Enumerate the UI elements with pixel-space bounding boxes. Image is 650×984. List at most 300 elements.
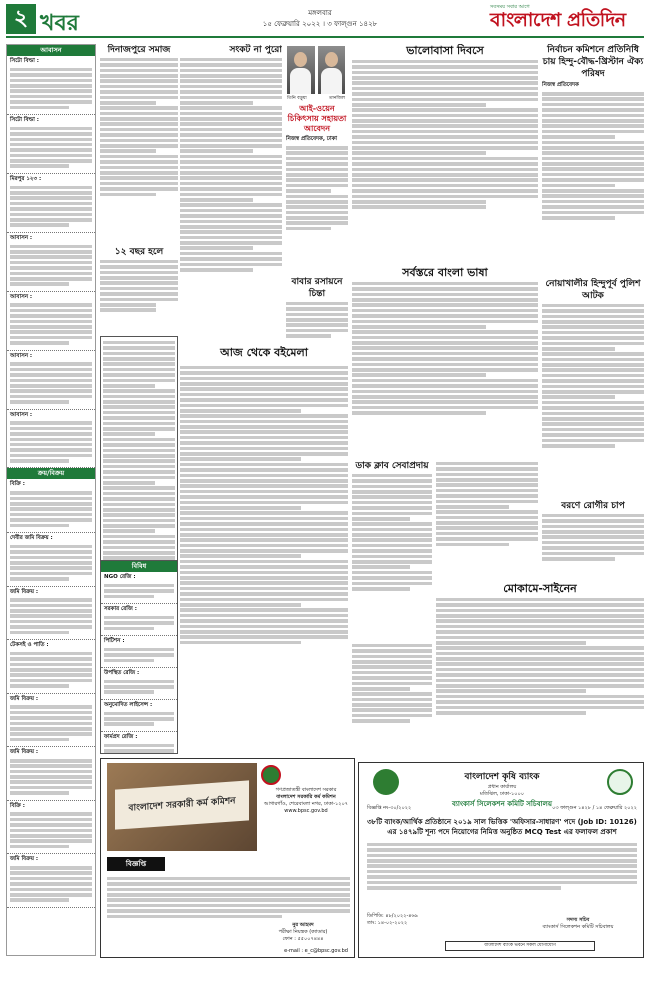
article-body	[436, 598, 644, 715]
text-line	[103, 346, 175, 350]
article-body	[352, 60, 538, 209]
bkb-signatory	[523, 917, 633, 931]
text-line	[103, 384, 155, 388]
text-line	[180, 592, 348, 596]
text-line	[352, 522, 432, 526]
text-line	[286, 307, 348, 311]
text-line	[180, 544, 348, 548]
text-line	[352, 703, 432, 707]
text-line	[10, 421, 92, 425]
text-line	[103, 341, 175, 345]
date-english: ১৪ ফেব্রুয়ারি ২০২২	[595, 805, 637, 811]
text-line	[352, 687, 410, 691]
text-line	[180, 96, 282, 100]
text-line	[542, 119, 644, 123]
classified-item	[7, 174, 95, 233]
text-line	[10, 164, 69, 168]
text-line	[352, 157, 538, 161]
text-line	[10, 68, 92, 72]
text-line	[436, 505, 509, 509]
page-number: ২	[6, 4, 36, 34]
text-line	[352, 406, 538, 410]
text-line	[286, 211, 348, 215]
text-line	[107, 915, 282, 919]
text-line	[352, 325, 486, 329]
text-line	[352, 490, 432, 494]
text-line	[286, 195, 348, 199]
text-line	[10, 705, 92, 709]
text-line	[180, 203, 282, 207]
text-line	[436, 500, 538, 504]
text-line	[180, 220, 282, 224]
text-line	[542, 439, 644, 443]
text-line	[180, 490, 348, 494]
reference-number: বিজ্ঞপ্তি নং-৩০/২০২২	[367, 805, 412, 811]
masthead	[0, 0, 650, 40]
text-line	[352, 582, 432, 586]
text-line	[10, 448, 92, 452]
text-line	[107, 882, 350, 886]
article-noakhali	[542, 278, 644, 498]
text-line	[367, 875, 637, 879]
text-line	[436, 478, 538, 482]
text-line	[10, 202, 92, 206]
text-line	[542, 379, 644, 383]
text-line	[180, 155, 282, 159]
text-line	[100, 166, 178, 170]
text-line	[286, 318, 348, 322]
logo-wordmark: বাংলাদেশ প্রতিদিন	[490, 9, 626, 31]
text-line	[10, 556, 92, 560]
patient-photo-left	[287, 46, 315, 94]
text-line	[352, 373, 486, 377]
text-line	[10, 497, 92, 501]
text-line	[104, 589, 174, 593]
text-line	[352, 655, 432, 659]
article-boimela-headline	[180, 346, 348, 362]
classifieds-list-housing	[7, 56, 95, 468]
text-line	[542, 178, 644, 182]
text-line	[180, 85, 282, 89]
text-line	[100, 292, 178, 296]
signatory-name: নুর আহমদ	[292, 922, 314, 928]
text-line	[180, 409, 301, 413]
article-body	[286, 302, 348, 338]
classified-item	[7, 801, 95, 855]
text-line	[104, 680, 174, 684]
text-line	[10, 207, 92, 211]
article-col5-extra	[352, 642, 432, 758]
text-line	[436, 494, 538, 498]
text-line	[352, 168, 538, 172]
text-line	[180, 549, 348, 553]
text-line	[180, 533, 348, 537]
text-line	[542, 194, 644, 198]
text-line	[103, 524, 175, 528]
classified-item	[7, 410, 95, 469]
text-line	[100, 281, 178, 285]
classified-item	[7, 479, 95, 533]
text-line	[180, 139, 282, 143]
text-line	[10, 491, 92, 495]
text-line	[10, 871, 92, 875]
text-line	[10, 79, 92, 83]
text-line	[436, 598, 644, 602]
text-line	[542, 103, 644, 107]
text-line	[10, 245, 92, 249]
classified-item	[101, 572, 177, 604]
text-line	[104, 722, 154, 726]
text-line	[10, 663, 92, 667]
classified-title: দেবীর জমি বিক্রয় :	[10, 534, 53, 541]
text-line	[542, 525, 644, 529]
text-line	[180, 635, 348, 639]
text-line	[286, 184, 348, 188]
text-line	[100, 63, 178, 67]
classified-title: জমি বিক্রয় :	[10, 749, 39, 756]
text-line	[352, 303, 538, 307]
text-line	[103, 481, 155, 485]
text-line	[352, 474, 432, 478]
classified-title: আবাসন :	[10, 293, 33, 300]
photo-caption-right: তানজিল	[328, 96, 345, 101]
text-line	[100, 122, 178, 126]
text-line	[542, 146, 644, 150]
signatory-title: সদস্য সচিব	[566, 917, 590, 923]
text-line	[103, 454, 175, 458]
classified-title: অনুমোদিত লাইসেন্স :	[104, 701, 153, 708]
text-line	[542, 519, 644, 523]
text-line	[542, 331, 644, 335]
text-line	[103, 400, 175, 404]
text-line	[352, 189, 538, 193]
text-line	[103, 352, 175, 356]
text-line	[352, 506, 432, 510]
text-line	[542, 368, 644, 372]
text-line	[10, 732, 92, 736]
article-boron	[542, 500, 644, 580]
text-line	[103, 422, 175, 426]
notice-label: বিজ্ঞপ্তি	[107, 857, 165, 871]
text-line	[542, 385, 644, 389]
classified-item	[101, 700, 177, 732]
government-emblem-icon	[261, 765, 281, 785]
text-line	[352, 205, 486, 209]
text-line	[10, 786, 92, 790]
text-line	[352, 517, 410, 521]
text-line	[100, 176, 178, 180]
text-line	[542, 541, 644, 545]
text-line	[436, 537, 538, 541]
text-line	[180, 608, 348, 612]
text-line	[286, 216, 348, 220]
text-line	[100, 128, 178, 132]
text-line	[352, 533, 432, 537]
text-line	[542, 92, 644, 96]
text-line	[542, 200, 644, 204]
text-line	[367, 870, 637, 874]
classified-item	[101, 636, 177, 668]
text-line	[542, 336, 644, 340]
text-line	[352, 544, 432, 548]
text-line	[286, 313, 348, 317]
text-line	[180, 176, 282, 180]
text-line	[10, 834, 92, 838]
classified-title: আবাসন :	[10, 411, 33, 418]
text-line	[180, 484, 348, 488]
text-line	[542, 363, 644, 367]
classifieds-column	[6, 44, 96, 956]
text-line	[542, 135, 615, 139]
text-line	[103, 438, 175, 442]
text-line	[542, 162, 644, 166]
text-line	[103, 540, 175, 544]
date-line: ১৫ ফেব্রুয়ারি ২০২২ । ৩ ফাল্গুন ১৪২৮	[262, 20, 378, 28]
text-line	[180, 565, 348, 569]
text-line	[436, 532, 538, 536]
text-line	[352, 336, 538, 340]
text-line	[352, 76, 538, 80]
text-line	[10, 368, 92, 372]
text-line	[10, 438, 92, 442]
text-line	[436, 619, 644, 623]
text-line	[180, 603, 301, 607]
text-line	[103, 449, 175, 453]
text-line	[436, 668, 644, 672]
text-line	[542, 390, 644, 394]
text-line	[10, 620, 92, 624]
text-line	[180, 625, 348, 629]
text-line	[436, 614, 644, 618]
bpsc-building-photo	[107, 763, 257, 851]
text-line	[286, 151, 348, 155]
text-line	[10, 143, 92, 147]
text-line	[103, 551, 175, 555]
photo-caption-left: তিনি বড়ুয়া	[287, 96, 307, 101]
text-line	[10, 95, 92, 99]
text-line	[180, 581, 348, 585]
bpsc-signatory	[258, 922, 348, 943]
text-line	[180, 538, 348, 542]
text-line	[436, 695, 644, 699]
text-line	[10, 196, 92, 200]
text-line	[10, 577, 69, 581]
classified-title: জমি বিক্রয় :	[10, 588, 39, 595]
text-line	[10, 780, 92, 784]
committee-logo-icon	[607, 769, 633, 795]
text-line	[352, 352, 538, 356]
text-line	[10, 379, 92, 383]
headline: মোকামে-সাইনেন	[503, 582, 577, 595]
text-line	[10, 561, 92, 565]
text-line	[10, 148, 92, 152]
text-line	[352, 173, 538, 177]
text-line	[10, 186, 92, 190]
text-line	[286, 205, 348, 209]
text-line	[436, 473, 538, 477]
text-line	[352, 130, 538, 134]
org-address: আগারগাঁও, শেরেবাংলা নগর, ঢাকা-১২০৭	[263, 801, 348, 807]
text-line	[10, 631, 69, 635]
text-line	[542, 173, 644, 177]
text-line	[180, 414, 348, 418]
text-line	[10, 668, 92, 672]
text-line	[180, 268, 253, 272]
text-line	[103, 389, 175, 393]
text-line	[180, 420, 348, 424]
text-line	[352, 528, 432, 532]
text-line	[180, 371, 348, 375]
text-line	[180, 366, 348, 370]
org-line-2: বাংলাদেশ সরকারি কর্ম কমিশন	[276, 794, 336, 800]
text-line	[180, 393, 348, 397]
text-line	[100, 298, 178, 302]
text-line	[103, 405, 175, 409]
text-line	[352, 135, 538, 139]
text-line	[180, 447, 348, 451]
bpsc-organization	[259, 787, 353, 815]
text-line	[10, 277, 92, 281]
headline: দিনাজপুরে সমাজ	[107, 45, 171, 55]
classified-item	[7, 640, 95, 694]
classified-title: মিরপুর ১২৩ :	[10, 175, 42, 182]
text-line	[100, 187, 178, 191]
text-line	[10, 738, 69, 742]
headline: সর্বস্তরে বাংলা ভাষা	[402, 266, 488, 279]
text-line	[180, 63, 282, 67]
article-body	[180, 58, 282, 272]
text-line	[10, 325, 92, 329]
text-line	[352, 298, 538, 302]
text-line	[180, 630, 348, 634]
text-line	[180, 463, 348, 467]
text-line	[103, 368, 175, 372]
text-line	[542, 444, 615, 448]
headline: ১২ বছর হলে	[114, 247, 164, 257]
text-line	[107, 898, 350, 902]
classified-item	[101, 668, 177, 700]
text-line	[542, 141, 644, 145]
headline: আই-ওয়েন চিকিৎসায় সহায়তা আবেদন	[287, 104, 347, 133]
text-line	[10, 829, 92, 833]
text-line	[367, 848, 637, 852]
article-eye-help	[286, 104, 348, 274]
headline: নোয়াখালীর হিন্দুপূর্ব পুলিশ আটক	[545, 279, 641, 301]
text-line	[10, 454, 92, 458]
text-line	[180, 198, 253, 202]
text-line	[352, 314, 538, 318]
text-line	[542, 374, 644, 378]
text-line	[103, 411, 175, 415]
text-line	[542, 422, 644, 426]
text-line	[542, 428, 644, 432]
text-line	[436, 706, 644, 710]
text-line	[103, 379, 175, 383]
text-line	[542, 315, 644, 319]
text-line	[103, 395, 175, 399]
article-body	[352, 474, 432, 591]
text-line	[180, 133, 282, 137]
text-line	[100, 58, 178, 62]
classified-title: জমি বিক্রয় :	[10, 695, 39, 702]
dispatch-number: ডিপিডি: ৪৮/২০২২-৪৬৯	[367, 913, 419, 919]
text-line	[100, 287, 178, 291]
text-line	[352, 200, 486, 204]
text-line	[352, 384, 538, 388]
text-line	[10, 132, 92, 136]
text-line	[103, 470, 175, 474]
text-line	[180, 587, 348, 591]
text-line	[436, 700, 644, 704]
classifieds-heading-sale: ক্রয়/বিক্রয়	[7, 468, 95, 479]
text-line	[107, 877, 350, 881]
text-line	[10, 598, 92, 602]
text-line	[10, 673, 92, 677]
text-line	[180, 387, 348, 391]
text-line	[352, 178, 538, 182]
text-line	[10, 213, 92, 217]
text-line	[180, 149, 253, 153]
text-line	[103, 465, 175, 469]
text-line	[104, 653, 174, 657]
article-election	[542, 44, 644, 276]
text-line	[100, 139, 178, 143]
text-line	[542, 211, 644, 215]
logo-tagline: সবসময় সবার আগে	[490, 4, 530, 10]
article-valobasa	[352, 44, 538, 264]
text-line	[100, 193, 156, 197]
text-line	[104, 717, 174, 721]
text-line	[10, 127, 92, 131]
text-line	[352, 644, 432, 648]
text-line	[352, 81, 538, 85]
text-line	[104, 685, 174, 689]
text-line	[352, 719, 410, 723]
text-line	[10, 764, 92, 768]
bpsc-footer	[107, 948, 348, 954]
text-line	[180, 236, 282, 240]
text-line	[352, 108, 538, 112]
text-line	[10, 272, 92, 276]
classified-title: সিটো বিল্ডা :	[10, 58, 39, 64]
text-line	[180, 560, 348, 564]
text-line	[436, 684, 644, 688]
text-line	[104, 659, 154, 663]
text-line	[180, 522, 348, 526]
bank-name: বাংলাদেশ কৃষি ব্যাংক	[464, 772, 540, 782]
text-line	[10, 609, 92, 613]
text-line	[10, 684, 69, 688]
article-body	[100, 58, 178, 196]
text-line	[180, 495, 348, 499]
text-line	[180, 457, 301, 461]
text-line	[542, 546, 644, 550]
text-line	[352, 676, 432, 680]
text-line	[10, 100, 92, 104]
text-line	[180, 506, 301, 510]
text-line	[10, 898, 69, 902]
classified-title: সিটো বিল্ডা :	[10, 116, 39, 123]
text-line	[103, 459, 175, 463]
text-line	[10, 882, 92, 886]
text-line	[10, 250, 92, 254]
text-line	[352, 346, 538, 350]
text-line	[352, 479, 432, 483]
text-line	[10, 759, 92, 763]
bkb-title-block	[409, 769, 595, 810]
text-line	[542, 216, 615, 220]
text-line	[352, 309, 538, 313]
